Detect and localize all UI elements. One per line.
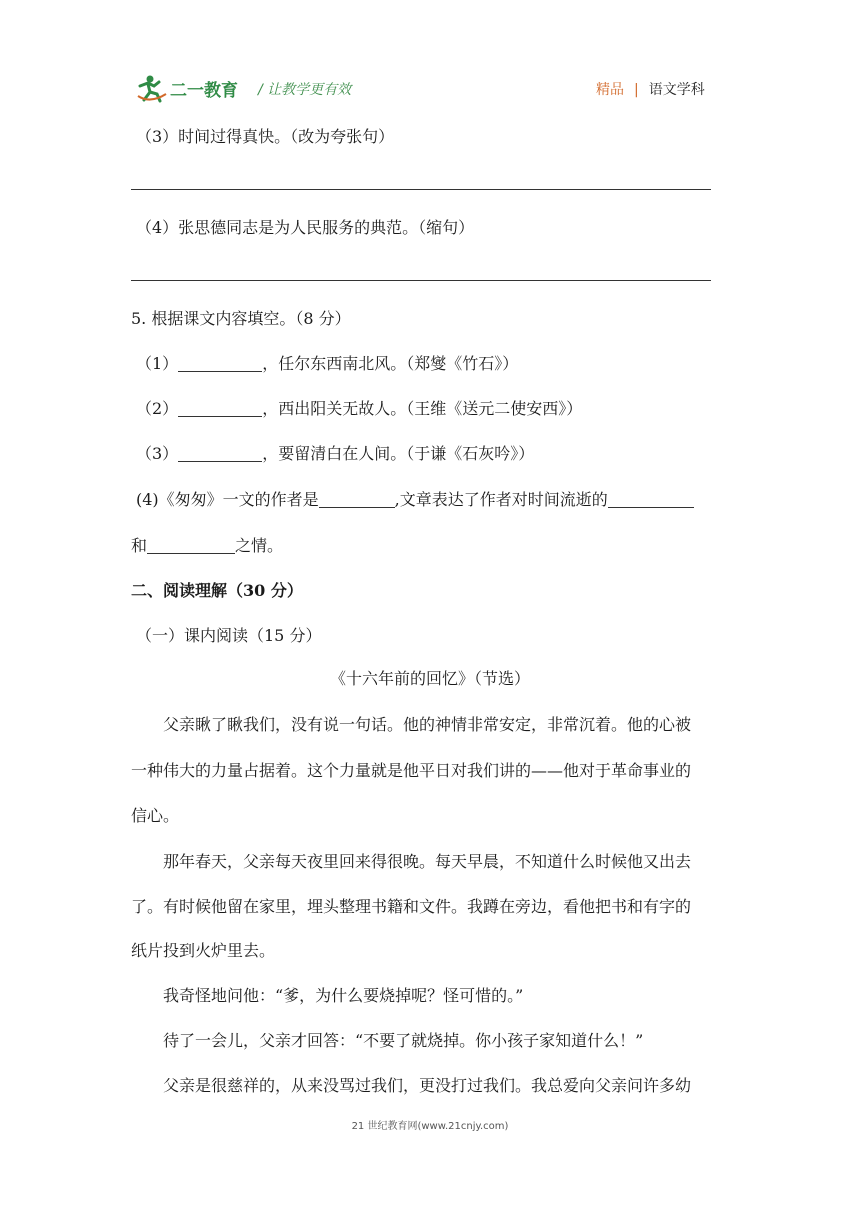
- header-tag: [596, 79, 705, 99]
- item-number: （1）: [136, 354, 179, 373]
- section-title: 二、阅读理解（30 分）: [131, 581, 303, 600]
- question-5-2: [136, 399, 582, 419]
- passage-line: 了。有时候他留在家里，埋头整理书籍和文件。我蹲在旁边，看他把书和有字的: [131, 897, 692, 916]
- question-5-3: [136, 444, 534, 464]
- logo: [136, 74, 246, 104]
- item-text: 之情。: [235, 536, 284, 555]
- fill-blank: [608, 491, 694, 508]
- passage-line: 待了一会儿，父亲才回答：“不要了就烧掉。你小孩子家知道什么！”: [163, 1031, 644, 1050]
- item-text: (4)《匆匆》一文的作者是: [136, 490, 319, 509]
- item-text: ，任尔东西南北风。（郑燮《竹石》）: [262, 354, 519, 373]
- fill-blank: [178, 445, 262, 462]
- quality-tag: 精品: [596, 82, 624, 98]
- item-text: 和: [131, 536, 148, 555]
- fill-blank: [178, 355, 262, 372]
- passage-title: 《十六年前的回忆》（节选）: [329, 669, 530, 688]
- logo-text: 二一教育: [170, 81, 238, 101]
- fill-blank: [178, 400, 262, 417]
- item-number: （3）: [136, 444, 179, 463]
- item-number: （2）: [136, 399, 179, 418]
- passage-line: 我奇怪地问他：“爹，为什么要烧掉呢？怪可惜的。”: [163, 986, 524, 1005]
- slogan: / 让教学更有效: [258, 82, 352, 98]
- subsection-title: （一）课内阅读（15 分）: [136, 626, 322, 645]
- passage-line: 那年春天，父亲每天夜里回来得很晚。每天早晨，不知道什么时候他又出去: [163, 852, 692, 871]
- passage-line: 父亲是很慈祥的，从来没骂过我们，更没打过我们。我总爱向父亲问许多幼: [163, 1076, 692, 1095]
- answer-line: [131, 189, 711, 190]
- passage-line: 一种伟大的力量占据着。这个力量就是他平日对我们讲的——他对于革命事业的: [131, 761, 692, 780]
- runner-icon: [138, 76, 166, 102]
- fill-blank: [319, 491, 395, 508]
- question-5-4-cont: [131, 536, 283, 556]
- question-4-4: （4）张思德同志是为人民服务的典范。（缩句）: [136, 218, 475, 237]
- item-text: ,文章表达了作者对时间流逝的: [394, 490, 608, 509]
- passage-line: 信心。: [131, 806, 180, 825]
- tag-separator: |: [634, 82, 639, 98]
- question-4-3: （3）时间过得真快。（改为夸张句）: [136, 127, 395, 146]
- item-text: ，要留清白在人间。（于谦《石灰吟》）: [262, 444, 535, 463]
- item-text: ，西出阳关无故人。（王维《送元二使安西》）: [262, 399, 583, 418]
- page-header: [0, 0, 860, 110]
- question-5-title: 5. 根据课文内容填空。（8 分）: [131, 309, 351, 328]
- passage-line: 纸片投到火炉里去。: [131, 941, 276, 960]
- page-footer: 21 世纪教育网(www.21cnjy.com): [351, 1121, 509, 1132]
- question-5-4: [136, 490, 694, 510]
- answer-line: [131, 280, 711, 281]
- question-5-1: [136, 354, 518, 374]
- passage-line: 父亲瞅了瞅我们，没有说一句话。他的神情非常安定，非常沉着。他的心被: [163, 715, 692, 734]
- subject-tag: 语文学科: [648, 82, 705, 98]
- fill-blank: [147, 537, 235, 554]
